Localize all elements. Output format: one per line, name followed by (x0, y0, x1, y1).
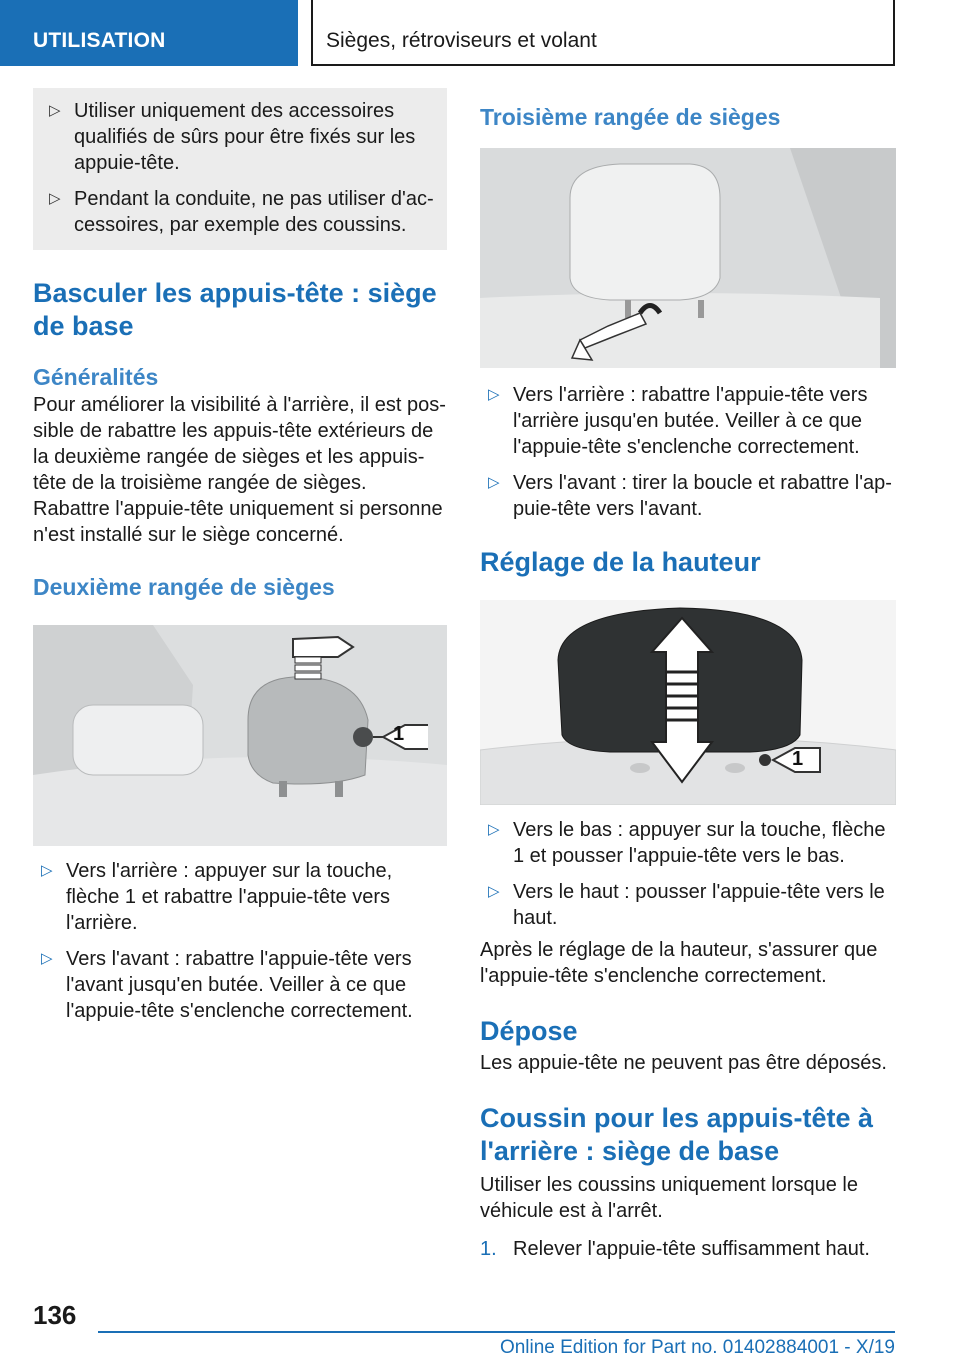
paragraph-apres-reglage: Après le réglage de la hauteur, s'assurer que l'appuie-tête s'enclenche correctement. (480, 939, 878, 987)
list-item: ▷ Vers le haut : pousser l'appuie-tête vers le haut. (480, 879, 896, 931)
list-item: ▷ Vers le bas : appuyer sur la touche, flèche 1 et pousser l'appuie-tête vers le bas. (480, 817, 896, 869)
figure-second-row-headrest (33, 625, 447, 846)
step-number: 1. (480, 1238, 497, 1260)
list-item: ▷ Vers l'arrière : rabattre l'appuie-tête vers l'arrière jusqu'en butée. Veiller à ce que l'appuie-tête s'enclenche correctement. (480, 382, 896, 460)
left-column (33, 88, 447, 1034)
heading-reglage-hauteur: Réglage de la hauteur (480, 547, 761, 577)
section-tab (0, 0, 298, 66)
paragraph-depose: Les appuie-tête ne peuvent pas être déposés. (480, 1052, 887, 1074)
heading-depose: Dépose (480, 1016, 578, 1046)
figure-callout-1: 1 (393, 723, 405, 745)
paragraph-coussin: Utiliser les coussins uniquement lorsque le véhicule est à l'arrêt. (480, 1174, 858, 1222)
figure-callout-1: 1 (792, 748, 804, 770)
heading-troisieme-rangee: Troisième rangée de sièges (480, 104, 781, 130)
step-text: Relever l'appuie-tête suffisamment haut. (513, 1238, 870, 1260)
triangle-right-icon: ▷ (41, 862, 53, 879)
safety-note-box (33, 88, 447, 250)
chapter-title-text: Sièges, rétroviseurs et volant (326, 29, 597, 52)
triangle-right-icon: ▷ (49, 102, 61, 119)
triangle-right-icon: ▷ (488, 821, 500, 838)
triangle-right-icon: ▷ (41, 950, 53, 967)
list-item: ▷ Vers l'arrière : appuyer sur la touche, flèche 1 et rabattre l'appuie-tête vers l'arrière. (33, 858, 447, 936)
triangle-right-icon: ▷ (488, 474, 500, 491)
section-label: UTILISATION (33, 29, 166, 52)
footer-divider (98, 1331, 895, 1333)
numbered-step (480, 1236, 896, 1262)
heading-deuxieme-rangee: Deuxième rangée de sièges (33, 574, 335, 600)
chapter-title (311, 0, 895, 66)
list-item: ▷ Vers l'avant : tirer la boucle et rabattre l'appuie-tête vers l'avant. (480, 470, 896, 522)
heading-basculer: Basculer les appuis-tête : siège de base (33, 278, 437, 341)
triangle-right-icon: ▷ (488, 883, 500, 900)
right-column (480, 88, 896, 1272)
triangle-right-icon: ▷ (488, 386, 500, 403)
heading-generalites: Généralités (33, 364, 159, 390)
triangle-right-icon: ▷ (49, 190, 61, 207)
heading-coussin: Coussin pour les appuis-tête à l'arrière : siège de base (480, 1103, 874, 1166)
list-item: ▷ Pendant la conduite, ne pas utiliser d'accessoires, par exemple des coussins. (41, 186, 439, 238)
paragraph-generalites: Pour améliorer la visibilité à l'arrière, il est possible de rabattre les appuis-tête extérieurs de la deuxième rangée de sièges et les appuis-tête de la troisième rangée de sièges. Rabattre l'appuie-tête uniquement si personne n'est installé sur le siège concerné. (33, 394, 446, 546)
list-item: ▷ Vers l'avant : rabattre l'appuie-tête vers l'avant jusqu'en butée. Veiller à ce que l'appuie-tête s'enclenche correctement. (33, 946, 447, 1024)
page-number: 136 (33, 1300, 77, 1330)
figure-height-adjustment (480, 600, 896, 805)
figure-third-row-headrest (480, 148, 896, 368)
list-item: ▷ Utiliser uniquement des accessoires qualifiés de sûrs pour être fixés sur les appuie-tête. (41, 98, 439, 176)
edition-link[interactable]: Online Edition for Part no. 01402884001 - X/19 (499, 1337, 895, 1358)
